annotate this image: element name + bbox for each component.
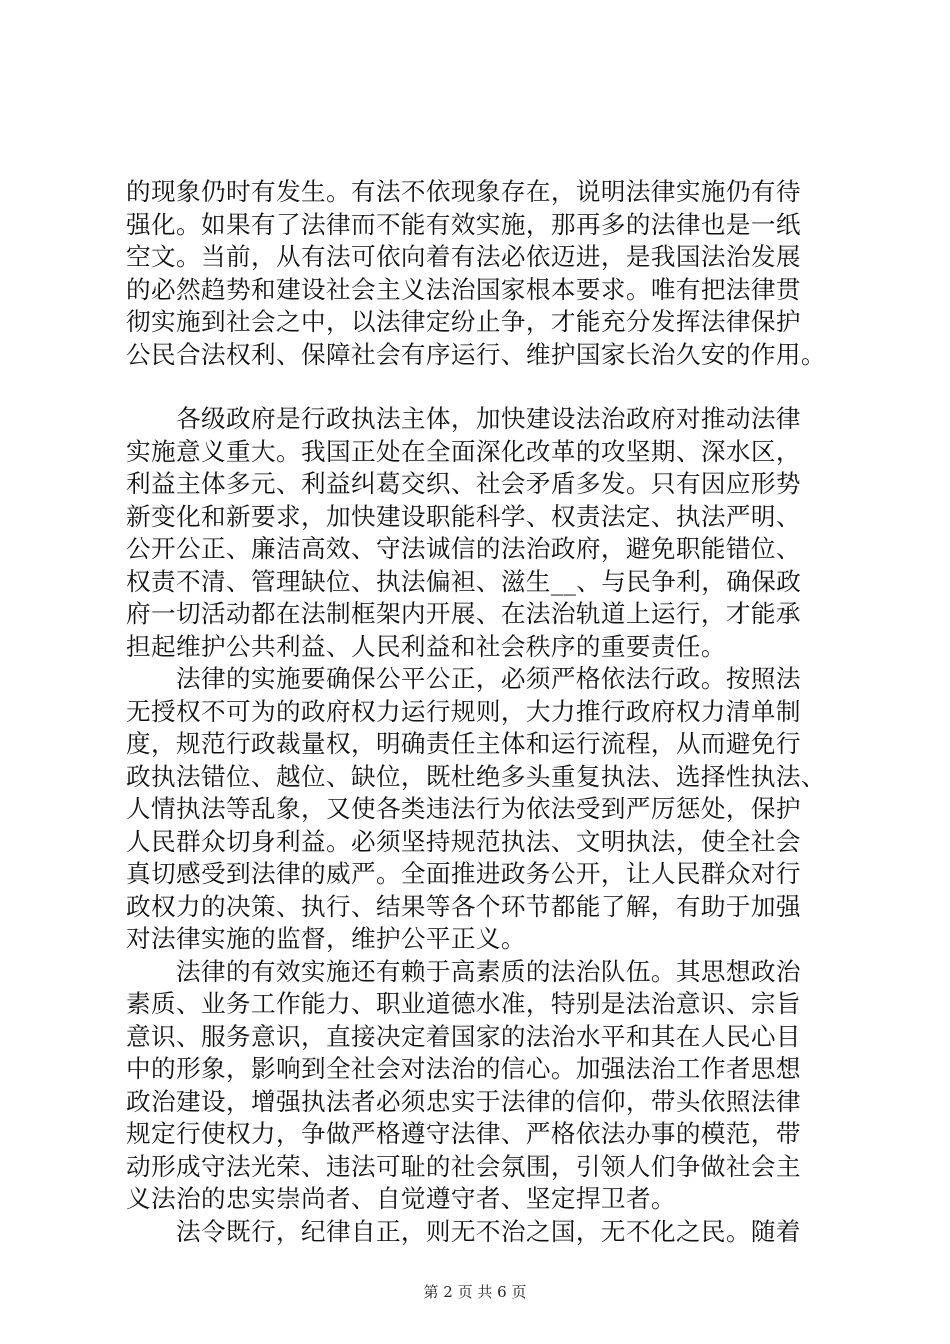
text-line: 彻实施到社会之中，以法律定纷止争，才能充分发挥法律保护 xyxy=(126,307,801,336)
text-line: 公开公正、廉洁高效、守法诚信的法治政府，避免职能错位、 xyxy=(126,534,801,563)
text-line: 法令既行，纪律自正，则无不治之国，无不化之民。随着 xyxy=(126,1216,801,1246)
text-line: 空文。当前，从有法可依向着有法必依迈进，是我国法治发展 xyxy=(126,242,801,271)
text-line: 义法治的忠实崇尚者、自觉遵守者、坚定捍卫者。 xyxy=(126,1184,676,1213)
text-line: 中的形象，影响到全社会对法治的信心。加强法治工作者思想 xyxy=(126,1054,801,1083)
text-line: 人民群众切身利益。必须坚持规范执法、文明执法，使全社会 xyxy=(126,826,801,856)
text-line: 强化。如果有了法律而不能有效实施，那再多的法律也是一纸 xyxy=(126,209,801,239)
text-line: 的必然趋势和建设社会主义法治国家根本要求。唯有把法律贯 xyxy=(126,274,801,304)
paragraph-2 xyxy=(126,403,836,663)
paragraph-1 xyxy=(126,176,836,371)
text-line: 实施意义重大。我国正处在全面深化改革的攻坚期、深水区， xyxy=(126,436,801,466)
text-line: 府一切活动都在法制框架内开展、在法治轨道上运行，才能承 xyxy=(126,599,801,628)
text-line: 政执法错位、越位、缺位，既杜绝多头重复执法、选择性执法、 xyxy=(126,761,826,791)
paragraph-5 xyxy=(126,1216,836,1249)
text-line: 素质、业务工作能力、职业道德水准，特别是法治意识、宗旨 xyxy=(126,989,801,1018)
paragraph-gap xyxy=(126,371,836,403)
text-line: 动形成守法光荣、违法可耻的社会氛围，引领人们争做社会主 xyxy=(126,1151,801,1181)
text-line: 的现象仍时有发生。有法不依现象存在，说明法律实施仍有待 xyxy=(126,177,801,206)
text-line: 利益主体多元、利益纠葛交织、社会矛盾多发。只有因应形势 xyxy=(126,469,801,498)
text-line: 各级政府是行政执法主体，加快建设法治政府对推动法律 xyxy=(126,404,801,433)
text-line: 意识、服务意识，直接决定着国家的法治水平和其在人民心目 xyxy=(126,1021,801,1051)
text-line: 规定行使权力，争做严格遵守法律、严格依法办事的模范，带 xyxy=(126,1119,801,1148)
text-line: 权责不清、管理缺位、执法偏袒、滋生__、与民争利，确保政 xyxy=(126,566,802,596)
text-line: 公民合法权利、保障社会有序运行、维护国家长治久安的作用。 xyxy=(126,339,826,369)
text-line: 法律的实施要确保公平公正，必须严格依法行政。按照法 xyxy=(126,664,801,693)
page-footer xyxy=(0,1282,950,1302)
text-line: 政权力的决策、执行、结果等各个环节都能了解，有助于加强 xyxy=(126,891,801,921)
paragraph-4 xyxy=(126,956,836,1216)
text-line: 政治建设，增强执法者必须忠实于法律的信仰，带头依照法律 xyxy=(126,1086,801,1116)
text-line: 新变化和新要求，加快建设职能科学、权责法定、执法严明、 xyxy=(126,501,801,531)
text-line: 担起维护公共利益、人民利益和社会秩序的重要责任。 xyxy=(126,631,726,661)
paragraph-3 xyxy=(126,663,836,956)
text-line: 人情执法等乱象，又使各类违法行为依法受到严厉惩处，保护 xyxy=(126,794,801,823)
body-text xyxy=(126,176,836,1248)
text-line: 无授权不可为的政府权力运行规则，大力推行政府权力清单制 xyxy=(126,696,801,726)
text-line: 对法律实施的监督，维护公平正义。 xyxy=(126,924,526,953)
text-line: 真切感受到法律的威严。全面推进政务公开，让人民群众对行 xyxy=(126,859,801,888)
text-line: 度，规范行政裁量权，明确责任主体和运行流程，从而避免行 xyxy=(126,729,801,758)
page-number-label: 第 2 页 共 6 页 xyxy=(423,1283,527,1301)
text-line: 法律的有效实施还有赖于高素质的法治队伍。其思想政治 xyxy=(126,956,801,986)
